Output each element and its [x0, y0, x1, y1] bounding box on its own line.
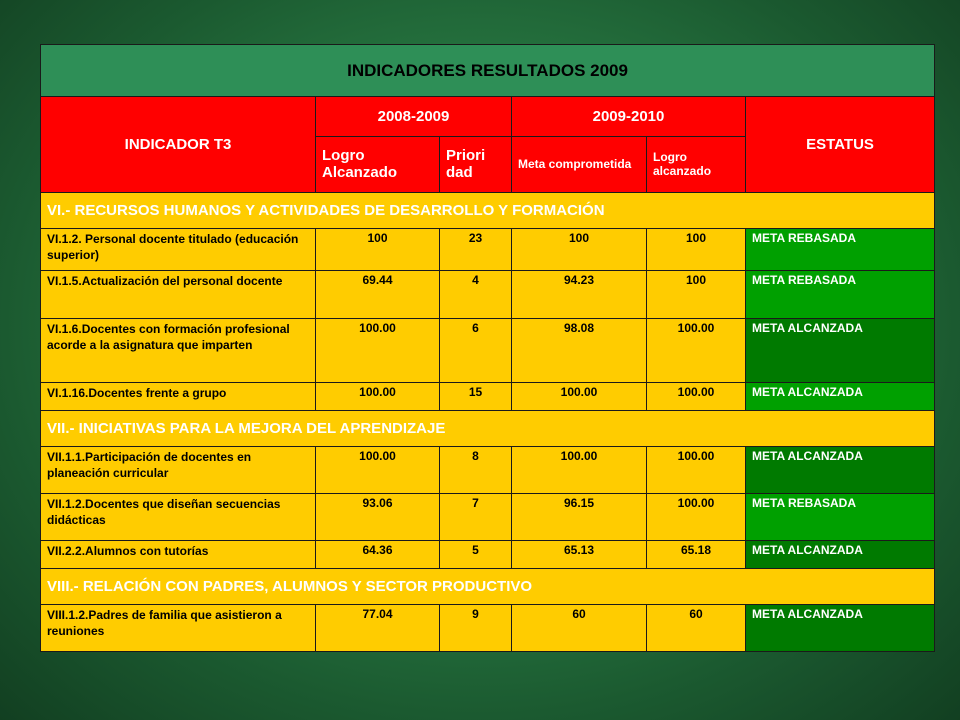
header-prioridad: Priori dad [440, 136, 512, 192]
status-badge: META ALCANZADA [746, 382, 935, 411]
table-row [41, 605, 935, 652]
prioridad-cell: 4 [440, 271, 512, 319]
header-logro-alcanzado: Logro Alcanzado [316, 136, 440, 192]
logro-cell: 93.06 [316, 493, 440, 540]
header-year-2008-2009: 2008-2009 [316, 97, 512, 137]
indicator-cell: VI.1.16.Docentes frente a grupo [41, 382, 316, 411]
table-title: INDICADORES RESULTADOS 2009 [41, 45, 935, 97]
logro2-cell: 100.00 [647, 319, 746, 382]
header-estatus: ESTATUS [746, 97, 935, 193]
status-badge: META REBASADA [746, 228, 935, 271]
table-row [41, 382, 935, 411]
table-row [41, 446, 935, 493]
indicator-cell: VI.1.2. Personal docente titulado (educación superior) [41, 228, 316, 271]
logro-cell: 64.36 [316, 540, 440, 569]
indicator-cell: VI.1.5.Actualización del personal docente [41, 271, 316, 319]
prioridad-cell: 23 [440, 228, 512, 271]
prioridad-cell: 6 [440, 319, 512, 382]
prioridad-cell: 7 [440, 493, 512, 540]
logro-cell: 77.04 [316, 605, 440, 652]
status-badge: META REBASADA [746, 493, 935, 540]
meta-cell: 100 [512, 228, 647, 271]
logro2-cell: 100.00 [647, 446, 746, 493]
logro2-cell: 60 [647, 605, 746, 652]
logro-cell: 100 [316, 228, 440, 271]
table-row [41, 319, 935, 382]
indicator-cell: VI.1.6.Docentes con formación profesional acorde a la asignatura que imparten [41, 319, 316, 382]
table-row [41, 271, 935, 319]
status-badge: META ALCANZADA [746, 540, 935, 569]
section-header: VII.- INICIATIVAS PARA LA MEJORA DEL APRENDIZAJE [41, 411, 935, 447]
section-header: VIII.- RELACIÓN CON PADRES, ALUMNOS Y SECTOR PRODUCTIVO [41, 569, 935, 605]
indicator-cell: VIII.1.2.Padres de familia que asistieron a reuniones [41, 605, 316, 652]
header-indicador: INDICADOR T3 [41, 97, 316, 193]
status-badge: META ALCANZADA [746, 605, 935, 652]
meta-cell: 100.00 [512, 382, 647, 411]
meta-cell: 94.23 [512, 271, 647, 319]
logro-cell: 69.44 [316, 271, 440, 319]
section-header: VI.- RECURSOS HUMANOS Y ACTIVIDADES DE DESARROLLO Y FORMACIÓN [41, 192, 935, 228]
status-badge: META ALCANZADA [746, 319, 935, 382]
logro2-cell: 65.18 [647, 540, 746, 569]
logro2-cell: 100.00 [647, 382, 746, 411]
logro-cell: 100.00 [316, 446, 440, 493]
prioridad-cell: 9 [440, 605, 512, 652]
meta-cell: 96.15 [512, 493, 647, 540]
header-year-2009-2010: 2009-2010 [512, 97, 746, 137]
table-row [41, 493, 935, 540]
meta-cell: 65.13 [512, 540, 647, 569]
logro-cell: 100.00 [316, 382, 440, 411]
indicator-cell: VII.2.2.Alumnos con tutorías [41, 540, 316, 569]
table-row [41, 228, 935, 271]
meta-cell: 98.08 [512, 319, 647, 382]
prioridad-cell: 8 [440, 446, 512, 493]
logro2-cell: 100.00 [647, 493, 746, 540]
indicator-cell: VII.1.1.Participación de docentes en planeación curricular [41, 446, 316, 493]
indicators-table [40, 44, 935, 652]
meta-cell: 100.00 [512, 446, 647, 493]
header-logro-alcanzado-2: Logro alcanzado [647, 136, 746, 192]
prioridad-cell: 15 [440, 382, 512, 411]
header-meta-comprometida: Meta comprometida [512, 136, 647, 192]
logro2-cell: 100 [647, 271, 746, 319]
status-badge: META ALCANZADA [746, 446, 935, 493]
prioridad-cell: 5 [440, 540, 512, 569]
status-badge: META REBASADA [746, 271, 935, 319]
meta-cell: 60 [512, 605, 647, 652]
table-row [41, 540, 935, 569]
logro-cell: 100.00 [316, 319, 440, 382]
indicator-cell: VII.1.2.Docentes que diseñan secuencias didácticas [41, 493, 316, 540]
logro2-cell: 100 [647, 228, 746, 271]
